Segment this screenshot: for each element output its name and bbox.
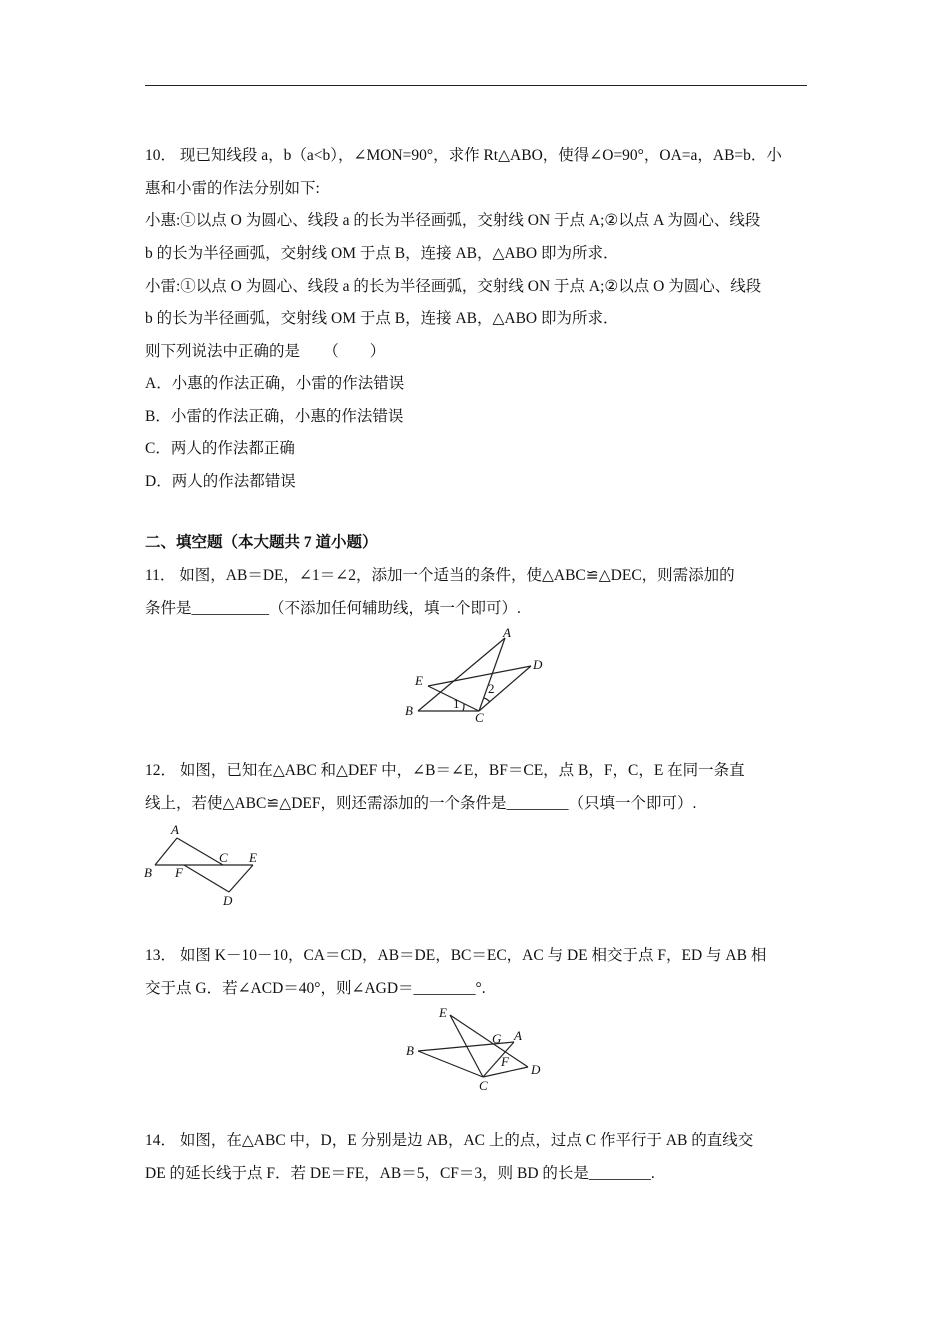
q12-segment-fd [184, 865, 229, 892]
header-rule [145, 85, 807, 86]
q13-label-f: F [501, 1054, 509, 1069]
q12-label-a: A [171, 822, 179, 837]
q14-line-1: 14． 如图，在△ABC 中，D，E 分别是边 AB，AC 上的点，过点 C 作平行于 AB 的直线交 [145, 1132, 754, 1149]
q14-line-2: DE 的延长线于点 F．若 DE＝FE，AB＝5，CF＝3，则 BD 的长是________. [145, 1165, 655, 1182]
q12-label-b: B [144, 865, 152, 880]
q11-angle-2-arc [484, 698, 490, 702]
q11-line-2: 条件是__________（不添加任何辅助线，填一个即可）. [145, 600, 521, 617]
q13-figure [400, 1003, 550, 1098]
q11-label-2: 2 [488, 681, 495, 696]
q11-line-1: 11． 如图，AB＝DE，∠1＝∠2，添加一个适当的条件，使△ABC≌△DEC，则需添加的 [145, 567, 735, 584]
q11-segment-ed [428, 666, 531, 686]
q11-label-e: E [415, 673, 423, 688]
q10-line-6: b 的长为半径画弧，交射线 OM 于点 B，连接 AB，△ABO 即为所求． [145, 310, 619, 327]
q12-label-e: E [249, 850, 257, 865]
q13-segment-bc [418, 1051, 483, 1077]
q11-figure [395, 625, 565, 725]
q12-line-1: 12． 如图，已知在△ABC 和△DEF 中，∠B＝∠E，BF＝CE，点 B，F，C，E 在同一条直 [145, 762, 745, 779]
q13-label-g: G [492, 1031, 502, 1046]
q11-label-b: B [405, 703, 413, 718]
q12-segment-de [229, 865, 253, 892]
q10-line-7: 则下列说法中正确的是 （ ） [145, 343, 386, 360]
q13-label-c: C [479, 1078, 488, 1093]
q11-label-1: 1 [453, 696, 460, 711]
q12-label-d: D [223, 893, 233, 908]
q13-label-e: E [439, 1005, 447, 1020]
section-heading: 二、填空题（本大题共 7 道小题） [145, 534, 378, 551]
q11-label-a: A [503, 625, 511, 640]
q10-line-5: 小雷:①以点 O 为圆心、线段 a 的长为半径画弧，交射线 ON 于点 A;②以点 O 为圆心、线段 [145, 278, 762, 295]
q10-line-4: b 的长为半径画弧，交射线 OM 于点 B，连接 AB，△ABO 即为所求． [145, 245, 619, 262]
q12-segment-ac [177, 838, 223, 865]
q13-line-2: 交于点 G．若∠ACD＝40°，则∠AGD＝________°. [145, 980, 486, 997]
q10-line-3: 小惠:①以点 O 为圆心、线段 a 的长为半径画弧，交射线 ON 于点 A;②以点 A 为圆心、线段 [145, 212, 761, 229]
q10-option-a: A．小惠的作法正确，小雷的作法错误 [145, 375, 405, 392]
q10-option-b: B．小雷的作法正确，小惠的作法错误 [145, 408, 404, 425]
q13-label-b: B [406, 1043, 414, 1058]
q12-line-2: 线上，若使△ABC≌△DEF，则还需添加的一个条件是________（只填一个即可）. [145, 795, 697, 812]
q11-angle-1-arc [463, 704, 464, 711]
q12-label-c: C [219, 850, 228, 865]
q13-label-d: D [531, 1062, 541, 1077]
q11-label-c: C [475, 710, 484, 725]
q12-label-f: F [175, 865, 183, 880]
q10-line-2: 惠和小雷的作法分别如下: [145, 180, 320, 197]
q10-line-1: 10． 现已知线段 a，b（a<b），∠MON=90°，求作 Rt△ABO，使得∠O=90°，OA=a，AB=b．小 [145, 147, 782, 164]
q13-line-1: 13． 如图 K－10－10，CA＝CD，AB＝DE，BC＝EC，AC 与 DE 相交于点 F，ED 与 AB 相 [145, 947, 767, 964]
q13-label-a: A [514, 1028, 522, 1043]
q10-option-c: C．两人的作法都正确 [145, 440, 295, 457]
q10-option-d: D．两人的作法都错误 [145, 473, 296, 490]
q12-figure [140, 818, 270, 913]
q12-segment-ba [155, 838, 177, 865]
q11-label-d: D [533, 657, 543, 672]
